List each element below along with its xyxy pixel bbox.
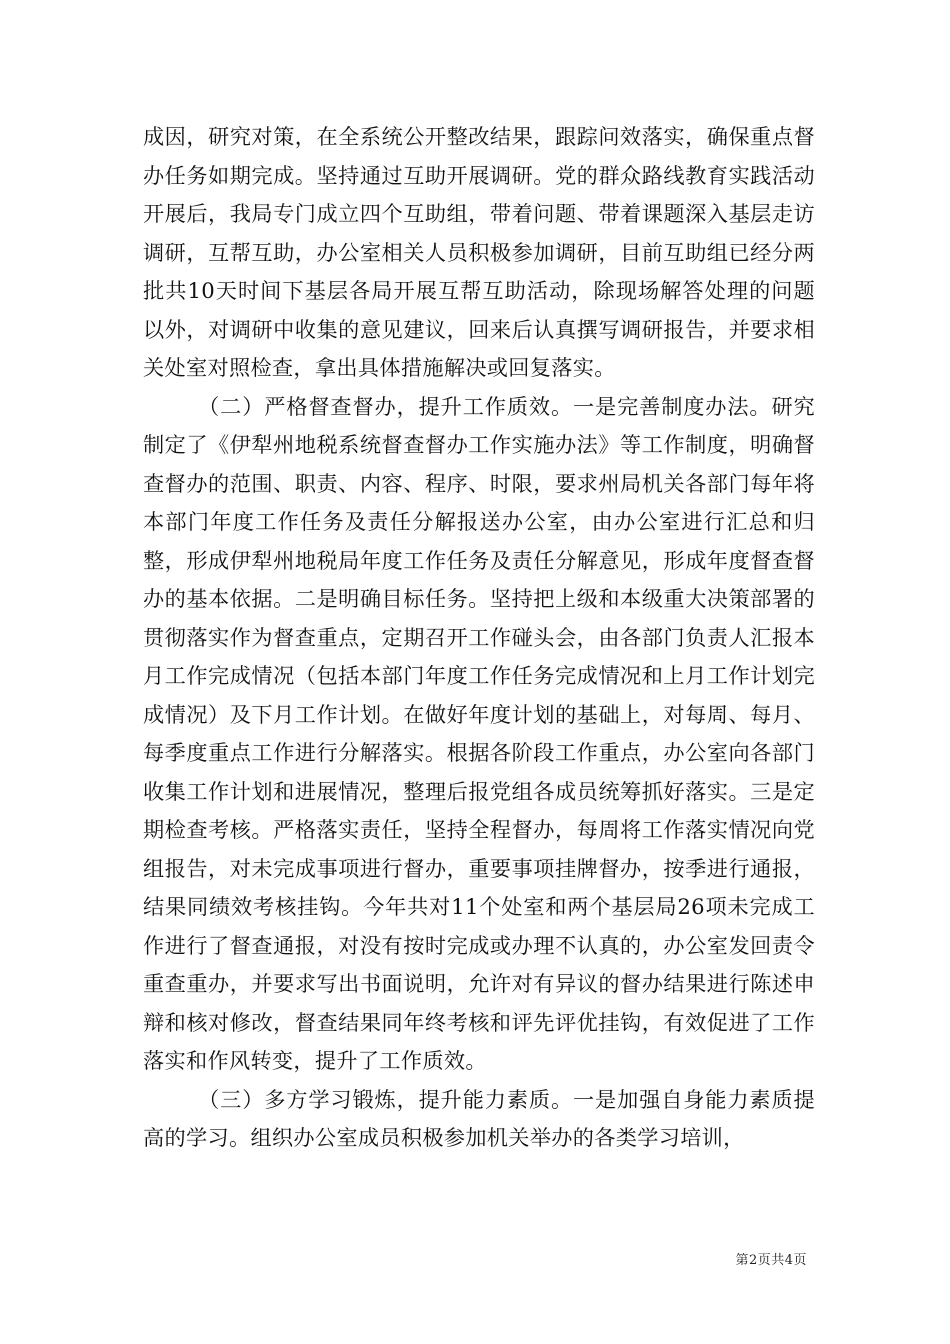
page-number-footer: 第2页共4页 (735, 1253, 807, 1268)
paragraph-section-two: （二）严格督查督办，提升工作质效。一是完善制度办法。研究制定了《伊犁州地税系统督查督办工作实施办法》等工作制度，明确督查督办的范围、职责、内容、程序、时限，要求州局机关各部门每年将本部门年度工作任务及责任分解报送办公室，由办公室进行汇总和归整，形成伊犁州地税局年度工作任务及责任分解意见，形成年度督查督办的基本依据。二是明确目标任务。坚持把上级和本级重大决策部署的贯彻落实作为督查重点，定期召开工作碰头会，由各部门负责人汇报本月工作完成情况（包括本部门年度工作任务完成情况和上月工作计划完成情况）及下月工作计划。在做好年度计划的基础上，对每周、每月、每季度重点工作进行分解落实。根据各阶段工作重点，办公室向各部门收集工作计划和进展情况，整理后报党组各成员统筹抓好落实。三是定期检查考核。严格落实责任，坚持全程督办，每周将工作落实情况向党组报告，对未完成事项进行督办，重要事项挂牌督办，按季进行通报，结果同绩效考核挂钩。今年共对11个处室和两个基层局26项未完成工作进行了督查通报，对没有按时完成或办理不认真的，办公室发回责令重查重办，并要求写出书面说明，允许对有异议的督办结果进行陈述申辩和核对修改，督查结果同年终考核和评先评优挂钩，有效促进了工作落实和作风转变，提升了工作质效。 (143, 393, 815, 1073)
document-body (143, 118, 815, 1158)
paragraph-continuation: 成因，研究对策，在全系统公开整改结果，跟踪问效落实，确保重点督办任务如期完成。坚持通过互助开展调研。党的群众路线教育实践活动开展后，我局专门成立四个互助组，带着问题、带着课题深入基层走访调研，互帮互助，办公室相关人员积极参加调研，目前互助组已经分两批共10天时间下基层各局开展互帮互助活动，除现场解答处理的问题以外，对调研中收集的意见建议，回来后认真撰写调研报告，并要求相关处室对照检查，拿出具体措施解决或回复落实。 (143, 124, 815, 380)
paragraph-section-three: （三）多方学习锻炼，提升能力素质。一是加强自身能力素质提高的学习。组织办公室成员积极参加机关举办的各类学习培训， (143, 1086, 815, 1150)
